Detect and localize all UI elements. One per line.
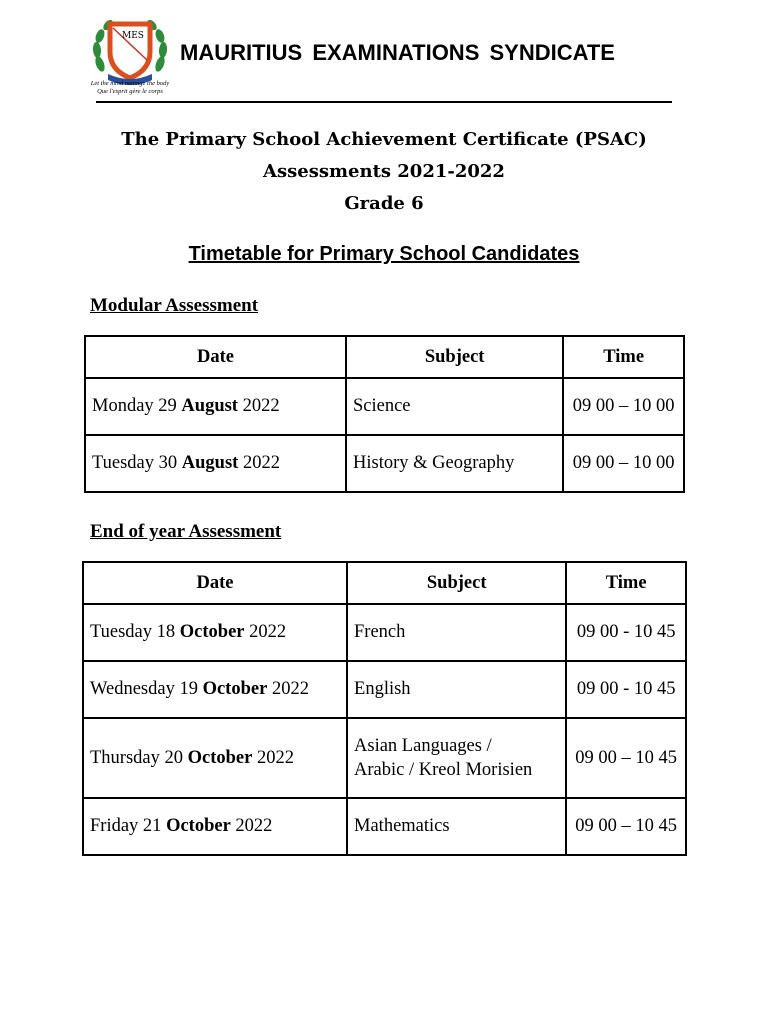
- time-cell: 09 00 – 10 00: [563, 378, 684, 435]
- time-header: Time: [566, 562, 686, 604]
- subject-header: Subject: [346, 336, 563, 378]
- subject-cell: English: [347, 661, 566, 718]
- table-row: [83, 604, 686, 661]
- assessment-year: Assessments 2021-2022: [263, 161, 505, 182]
- end-of-year-assessment-heading: End of year Assessment: [90, 521, 282, 542]
- time-cell: 09 00 – 10 00: [563, 435, 684, 492]
- date-cell: Monday 29 August 2022: [85, 378, 346, 435]
- time-cell: 09 00 - 10 45: [566, 604, 686, 661]
- time-cell: 09 00 – 10 45: [566, 798, 686, 855]
- table-row: [83, 661, 686, 718]
- date-cell: Tuesday 18 October 2022: [83, 604, 347, 661]
- time-header: Time: [563, 336, 684, 378]
- date-cell: Wednesday 19 October 2022: [83, 661, 347, 718]
- organisation-name: MAURITIUS EXAMINATIONS SYNDICATE: [180, 40, 615, 65]
- timetable-heading: Timetable for Primary School Candidates: [188, 243, 580, 265]
- table-row: [85, 435, 684, 492]
- subject-cell: Mathematics: [347, 798, 566, 855]
- table-header-row: [83, 562, 686, 604]
- modular-timetable: [84, 335, 685, 493]
- certificate-title: The Primary School Achievement Certificate (PSAC): [121, 129, 647, 150]
- subject-cell: Science: [346, 378, 563, 435]
- subject-cell: French: [347, 604, 566, 661]
- table-row: [85, 378, 684, 435]
- date-cell: Tuesday 30 August 2022: [85, 435, 346, 492]
- modular-assessment-heading: Modular Assessment: [90, 295, 259, 316]
- svg-text:MES: MES: [122, 31, 144, 41]
- time-cell: 09 00 - 10 45: [566, 661, 686, 718]
- header-divider: [96, 101, 672, 103]
- time-cell: 09 00 – 10 45: [566, 718, 686, 798]
- grade: Grade 6: [344, 193, 424, 214]
- motto: Let the mind manage the body Que l'esprit gère le corps: [90, 80, 170, 95]
- date-header: Date: [83, 562, 347, 604]
- end-of-year-timetable: [82, 561, 687, 856]
- subject-cell: History & Geography: [346, 435, 563, 492]
- document-titles: [0, 124, 768, 220]
- date-header: Date: [85, 336, 346, 378]
- table-header-row: [85, 336, 684, 378]
- date-cell: Friday 21 October 2022: [83, 798, 347, 855]
- subject-cell: Asian Languages / Arabic / Kreol Morisien: [347, 718, 566, 798]
- subject-header: Subject: [347, 562, 566, 604]
- date-cell: Thursday 20 October 2022: [83, 718, 347, 798]
- table-row: [83, 798, 686, 855]
- table-row: [83, 718, 686, 798]
